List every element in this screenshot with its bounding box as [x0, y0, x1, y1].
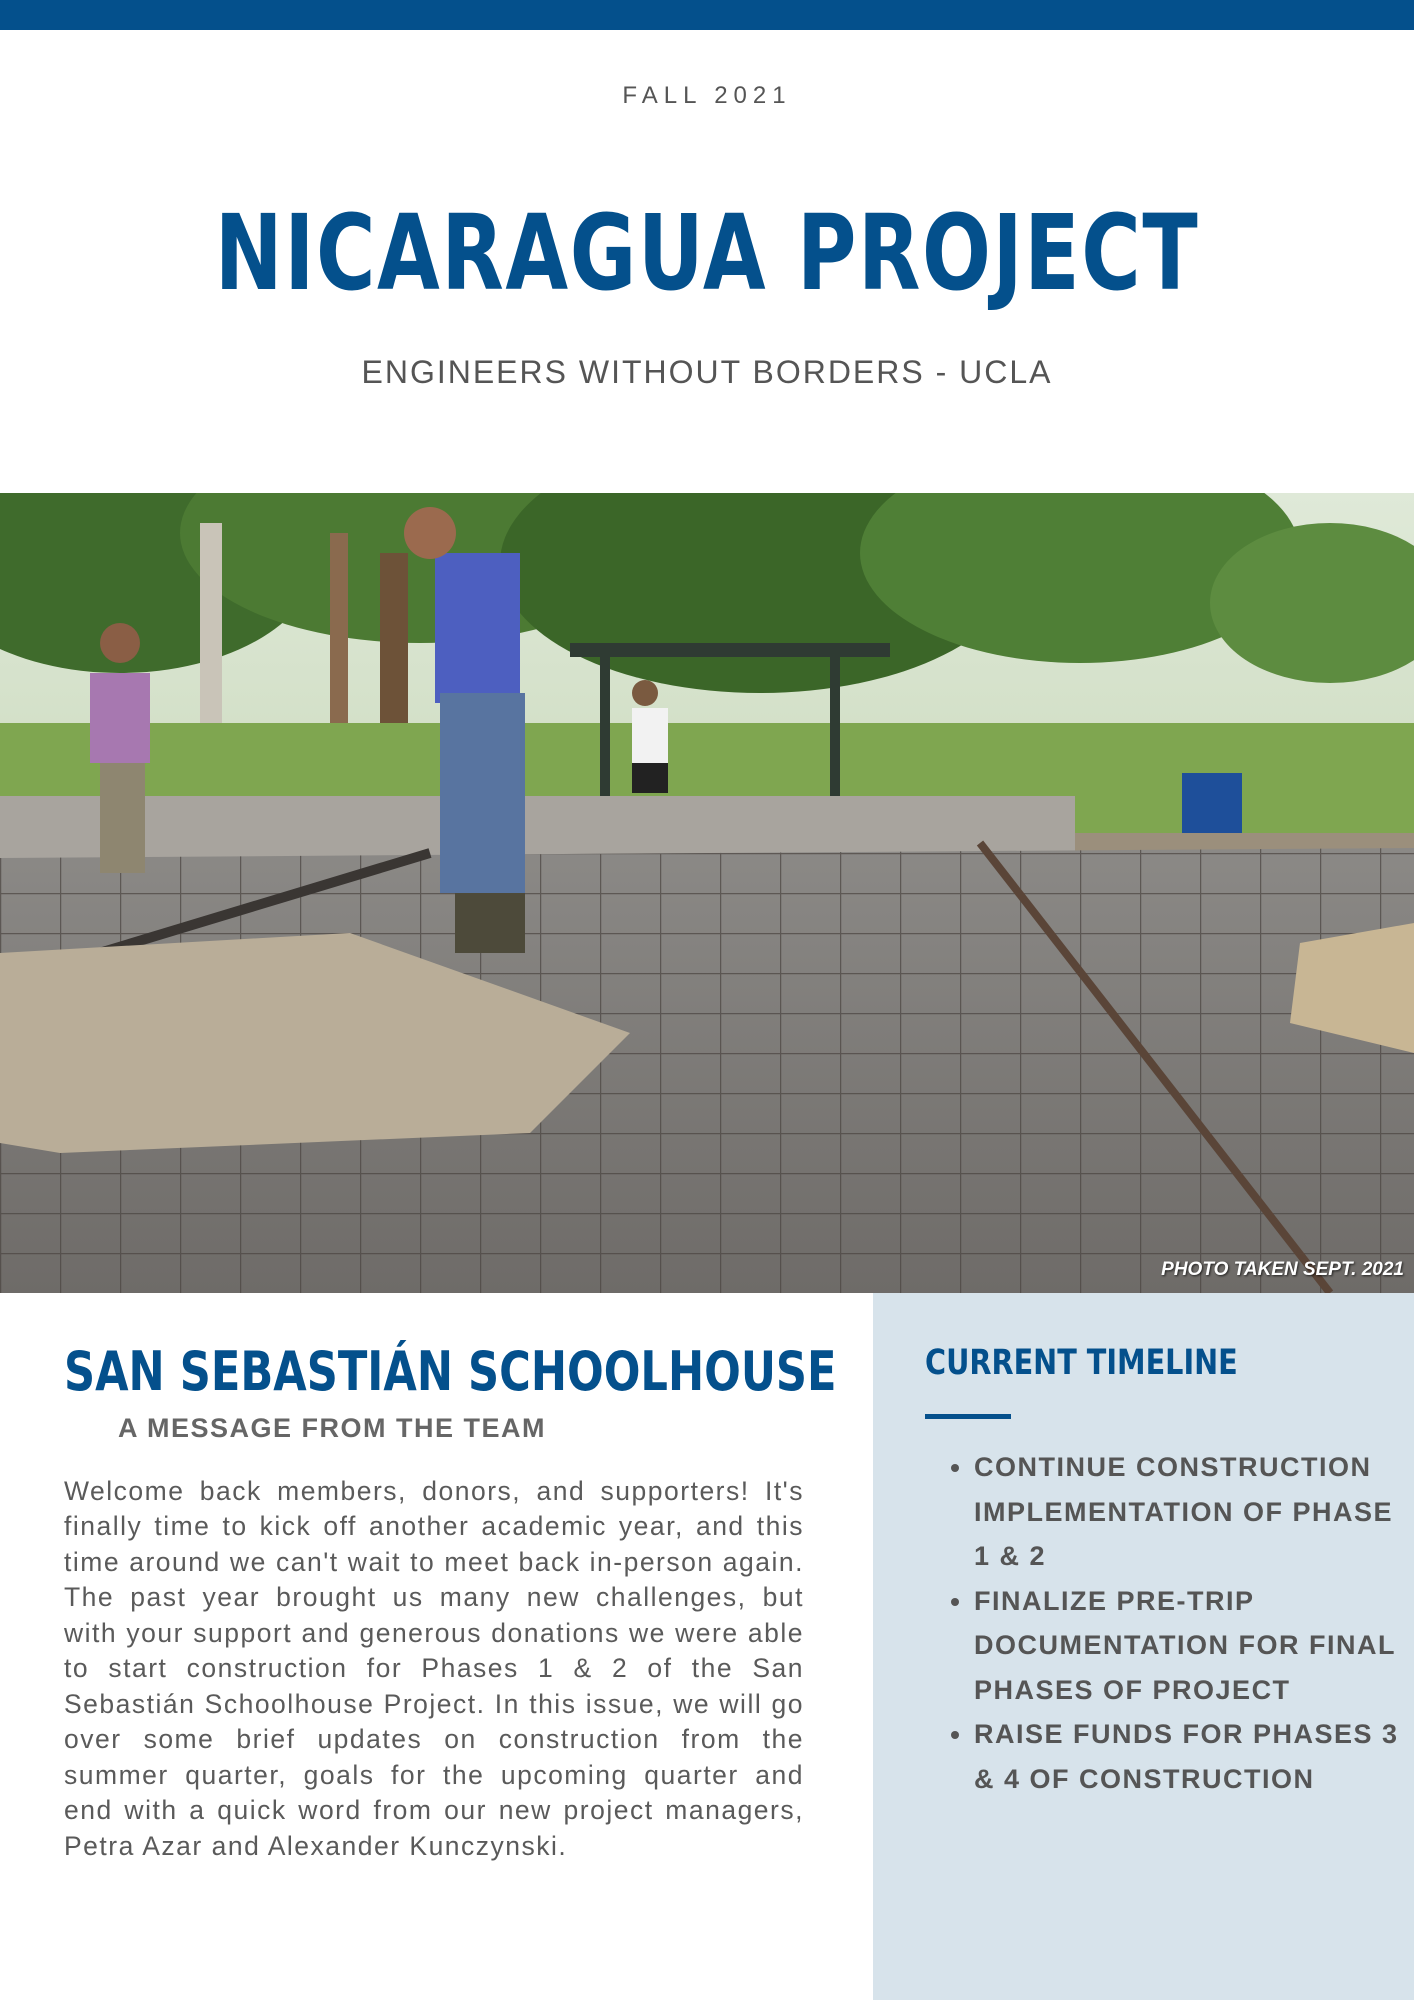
article — [64, 1340, 837, 1891]
timeline-list — [925, 1445, 1414, 1801]
photo-caption: PHOTO TAKEN SEPT. 2021 — [1161, 1259, 1404, 1280]
timeline-divider — [925, 1414, 1011, 1419]
article-title: SAN SEBASTIÁN SCHOOLHOUSE — [64, 1340, 837, 1403]
construction-photo — [0, 493, 1414, 1293]
organization-name: ENGINEERS WITHOUT BORDERS - UCLA — [361, 354, 1053, 390]
article-body: Welcome back members, donors, and supporters! It's finally time to kick off another academic year, and this time around we can't wait to meet back in-person again. The past year brought us many new challenges, but with your support and generous donations we were able to start construction for Phases 1 & 2 of the San Sebastián Schoolhouse Project. In this issue, we will go over some brief updates on construction from the summer quarter, goals for the upcoming quarter and end with a quick word from our new project managers, Petra Azar and Alexander Kunczynski. — [64, 1475, 804, 1861]
top-accent-bar — [0, 0, 1414, 30]
issue-season: FALL 2021 — [622, 82, 792, 109]
timeline-title: CURRENT TIMELINE — [925, 1343, 1238, 1383]
timeline-item: • RAISE FUNDS FOR PHASES 3 & 4 OF CONSTRUCTION — [974, 1712, 1414, 1801]
timeline-item: • FINALIZE PRE-TRIP DOCUMENTATION FOR FINAL PHASES OF PROJECT — [974, 1579, 1414, 1713]
newsletter-title: NICARAGUA PROJECT — [214, 192, 1200, 314]
timeline-item: • CONTINUE CONSTRUCTION IMPLEMENTATION OF PHASE 1 & 2 — [974, 1445, 1414, 1579]
timeline-panel — [873, 1293, 1414, 2000]
article-subtitle: A MESSAGE FROM THE TEAM — [118, 1412, 547, 1443]
